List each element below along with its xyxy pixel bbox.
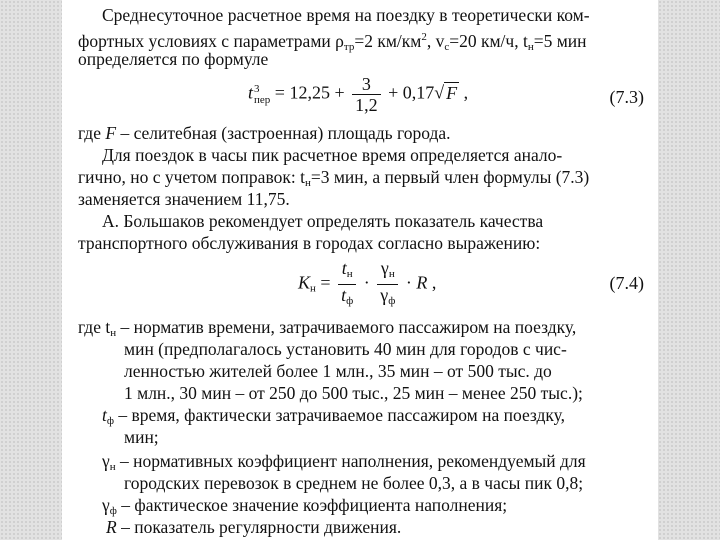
def-tn-line2: мин (предполагалось установить 40 мин для городов с чис-	[124, 339, 567, 359]
para1-line2: фортных условиях с параметрами $\rho_{тр}=2$ $км/км^2$, $v_с=20$ км/ч, $t_н=5$ мин	[78, 31, 587, 53]
def-gamma-f-line1: $\gamma_ф$ – фактическое значение коэффициента наполнения;	[102, 495, 508, 517]
para2-line3: гично, но с учетом поправок: $t_н=3$ мин, а первый член формулы (7.3)	[78, 167, 590, 189]
para3-line1: А. Большаков рекомендует определять показатель качества	[102, 211, 544, 231]
formula-7-4: $K_н$ = $\frac{t_н}{t_ф}$ · $\frac{\gamma_н}{\gamma_ф}$ · R ,	[298, 258, 436, 311]
para3-line2: транспортного обслуживания в городах согласно выражению:	[78, 233, 541, 253]
para2-line4: заменяется значением 11,75.	[78, 189, 290, 209]
def-gamma-n-line1: $\gamma_н$ – нормативных коэффициент наполнения, рекомендуемый для	[102, 451, 586, 473]
equation-number-7-4: (7.4)	[609, 273, 644, 293]
left-margin-texture	[0, 0, 62, 540]
para2-line2: Для поездок в часы пик расчетное время определяется анало-	[102, 145, 563, 165]
def-tn-line3: ленностью жителей более 1 млн., 35 мин – от 500 тыс. до	[124, 361, 552, 381]
formula-7-3-fraction: $\frac{3}{1,2}$	[352, 74, 381, 115]
def-gamma-n-line2: городских перевозок в среднем не более 0,3, а в часы пик 0,8;	[124, 473, 584, 493]
equation-number-7-3: (7.3)	[609, 87, 644, 107]
def-tn-line1: где $t_н$ – норматив времени, затрачиваемого пассажиром на поездку,	[78, 317, 577, 339]
document-page	[62, 0, 658, 540]
def-tn-line4: 1 млн., 30 мин – от 250 до 500 тыс., 25 мин – менее 250 тыс.);	[124, 383, 583, 403]
para1-line1: Среднесуточное расчетное время на поездку в теоретически ком-	[102, 5, 590, 25]
def-tf-line1: $t_ф$ – время, фактически затрачиваемое пассажиром на поездку,	[102, 405, 566, 427]
def-r-line1: R – показатель регулярности движения.	[106, 517, 402, 537]
formula-7-3: t 3 пер = 12,25 + $\frac{3}{1,2}$ + 0,17√ F ,	[248, 74, 469, 115]
formula-7-4-time-fraction: $\frac{t_н}{t_ф}$	[338, 258, 356, 311]
para2-line1: где F – селитебная (застроенная) площадь города.	[78, 123, 451, 143]
formula-7-4-fill-fraction: $\frac{\gamma_н}{\gamma_ф}$	[377, 258, 398, 311]
sqrt-sign: √	[434, 82, 445, 103]
para1-line3: определяется по формуле	[78, 49, 269, 69]
def-tf-line2: мин;	[124, 427, 159, 447]
right-margin-texture	[658, 0, 720, 540]
